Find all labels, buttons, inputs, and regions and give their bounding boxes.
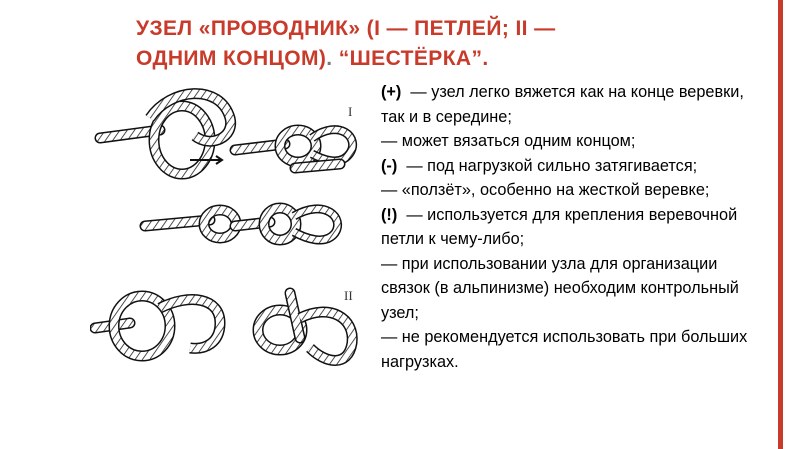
bullet-marker: (!) <box>381 205 398 224</box>
bullet-marker: (-) <box>381 156 398 175</box>
bullet-text: — не рекомендуется использовать при больших нагрузках. <box>381 328 748 371</box>
bullet-item <box>381 129 761 154</box>
title-line-2: ОДНИМ КОНЦОМ) <box>136 47 327 70</box>
bullet-item <box>381 252 761 326</box>
title-line-1: УЗЕЛ «ПРОВОДНИК» (I — ПЕТЛЕЙ; II — <box>136 17 556 40</box>
bullet-item <box>381 154 761 179</box>
knot-step-1 <box>100 94 231 174</box>
knot-step-2 <box>235 130 353 168</box>
figure-label-1: I <box>348 104 353 119</box>
decorative-side-bar <box>778 0 800 449</box>
bullet-text: — при использовании узла для организации связок (в альпинизме) необходим контрольный узел; <box>381 254 739 322</box>
bullet-text: — «ползёт», особенно на жесткой веревке; <box>381 181 710 199</box>
knot-illustration <box>90 78 380 378</box>
bullet-text: — используется для крепления веревочной петли к чему-либо; <box>381 205 738 248</box>
bullet-list <box>381 80 761 374</box>
bullet-item <box>381 203 761 252</box>
bullet-item <box>381 80 761 129</box>
knot-step-3 <box>145 208 338 240</box>
figure-label-2: II <box>344 288 353 303</box>
bullet-item <box>381 325 761 374</box>
bullet-text: — узел легко вяжется как на конце веревки, так и в середине; <box>381 83 744 126</box>
bullet-text: — под нагрузкой сильно затягивается; <box>406 156 698 175</box>
bullet-item <box>381 178 761 203</box>
bullet-marker: (+) <box>381 83 402 101</box>
bullet-text: — может вязаться одним концом; <box>381 132 636 150</box>
title-dot: . <box>326 47 339 70</box>
title-line-2b: “ШЕСТЁРКА”. <box>338 47 489 70</box>
knot-step-4 <box>95 296 220 356</box>
knot-step-5 <box>258 293 352 361</box>
slide-title <box>136 14 656 74</box>
